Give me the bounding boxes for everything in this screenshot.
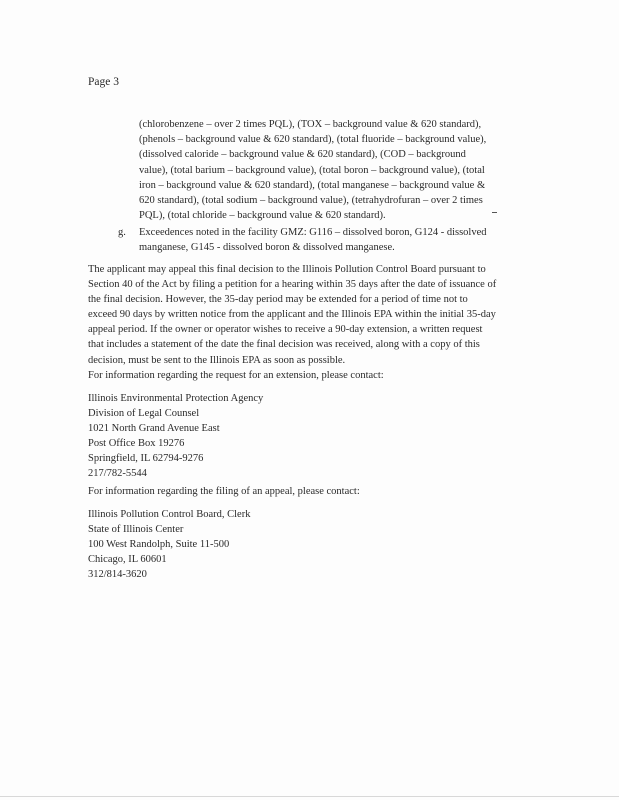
text-line: manganese, G145 - dissolved boron & dissolved manganese. bbox=[139, 242, 395, 254]
text-line: appeal period. If the owner or operator wishes to receive a 90-day extension, a written request bbox=[88, 324, 483, 336]
text-line: decision, must be sent to the Illinois EPA as soon as possible. bbox=[88, 354, 346, 366]
extension-contact-address bbox=[88, 391, 533, 482]
text-line: The applicant may appeal this final decision to the Illinois Pollution Control Board pursuant to bbox=[88, 264, 486, 275]
phone-line: 217/782-5544 bbox=[88, 468, 147, 480]
text-line: iron – background value & 620 standard), (total manganese – background value & bbox=[139, 179, 486, 191]
scan-mark bbox=[492, 212, 497, 213]
scan-edge-line bbox=[0, 796, 619, 797]
list-item-body bbox=[139, 225, 524, 255]
appeal-paragraph bbox=[88, 262, 533, 368]
address-line: Chicago, IL 60601 bbox=[88, 554, 167, 566]
text-line: 620 standard), (total sodium – background value), (tetrahydrofuran – over 2 times bbox=[139, 195, 483, 207]
text-line: Section 40 of the Act by filing a petition for a hearing within 35 days after the date of issuance of bbox=[88, 279, 497, 291]
text-line: Exceedences noted in the facility GMZ: G116 – dissolved boron, G124 - dissolved bbox=[139, 227, 487, 238]
text-line: (chlorobenzene – over 2 times PQL), (TOX – background value & 620 standard), bbox=[139, 119, 482, 130]
address-line: 100 West Randolph, Suite 11-500 bbox=[88, 539, 230, 551]
address-line: Springfield, IL 62794-9276 bbox=[88, 453, 204, 465]
text-line: that includes a statement of the date the final decision was received, along with a copy of this bbox=[88, 339, 480, 351]
text-line: the final decision. However, the 35-day period may be extended for a period of time not to bbox=[88, 294, 468, 306]
text-line: For information regarding the request for an extension, please contact: bbox=[88, 370, 384, 381]
address-line: 1021 North Grand Avenue East bbox=[88, 423, 220, 435]
parameter-list-continuation bbox=[139, 117, 511, 223]
address-line: Post Office Box 19276 bbox=[88, 438, 185, 450]
text-line: value), (total barium – background value), (total boron – background value), (total bbox=[139, 164, 485, 176]
text-line: For information regarding the filing of an appeal, please contact: bbox=[88, 486, 360, 497]
text-line: (dissolved caloride – background value & 620 standard), (COD – background bbox=[139, 149, 466, 161]
appeal-contact-intro bbox=[88, 484, 533, 499]
text-line: (phenols – background value & 620 standard), (total fluoride – background value), bbox=[139, 134, 487, 146]
list-marker: g. bbox=[118, 227, 126, 238]
address-line: State of Illinois Center bbox=[88, 524, 184, 536]
address-line: Illinois Environmental Protection Agency bbox=[88, 393, 264, 404]
text-line: PQL), (total chloride – background value & 620 standard). bbox=[139, 210, 386, 222]
phone-line: 312/814-3620 bbox=[88, 569, 147, 581]
address-line: Illinois Pollution Control Board, Clerk bbox=[88, 509, 251, 520]
appeal-contact-address bbox=[88, 507, 533, 582]
page-number: Page 3 bbox=[88, 76, 119, 88]
extension-contact-intro bbox=[88, 368, 533, 383]
text-line: exceed 90 days by written notice from the applicant and the Illinois EPA within the initial 35-day bbox=[88, 309, 496, 321]
address-line: Division of Legal Counsel bbox=[88, 408, 200, 420]
